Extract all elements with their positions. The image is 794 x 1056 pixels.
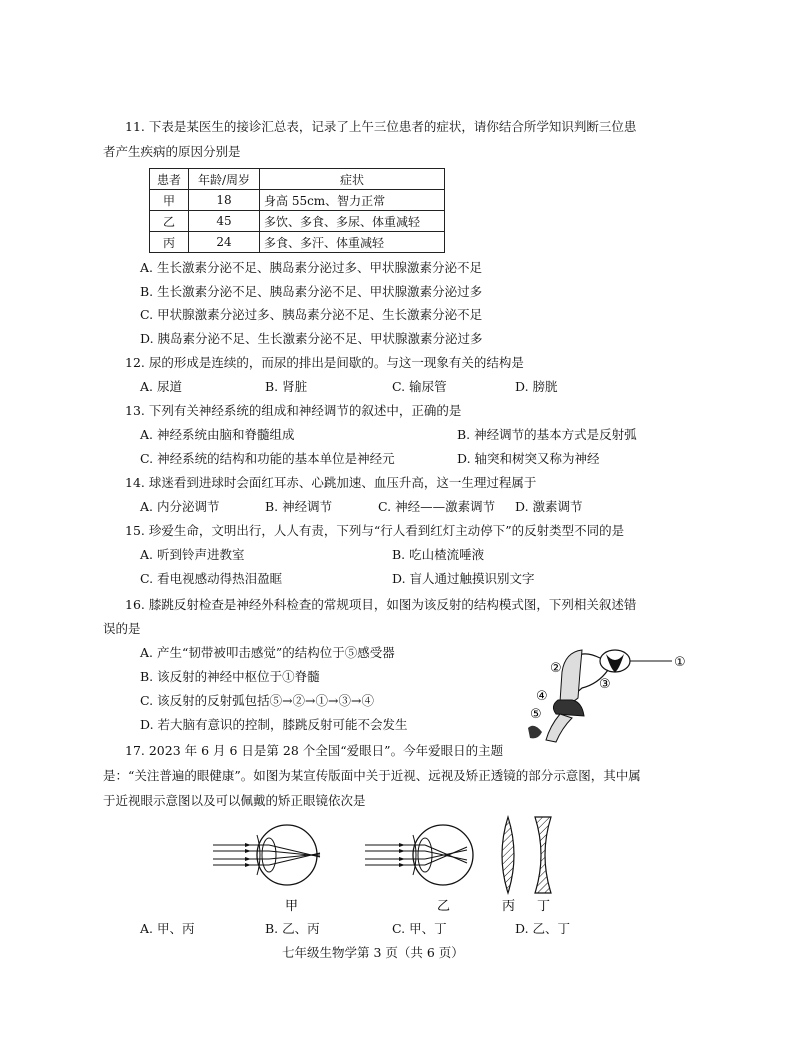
q16-option-c: C. 该反射的反射弧包括⑤→②→①→③→④ [140, 693, 374, 708]
concave-lens-shape [535, 817, 551, 893]
q12-option-c: C. 输尿管 [392, 379, 447, 394]
figure-label-2: ② [550, 661, 562, 676]
q16-option-a: A. 产生“韧带被叩击感觉”的结构位于⑤感受器 [140, 645, 395, 660]
q11-option-a: A. 生长激素分泌不足、胰岛素分泌过多、甲状腺激素分泌不足 [140, 260, 482, 275]
q16-stem-line2: 误的是 [103, 621, 141, 636]
q13-option-a: A. 神经系统由脑和脊髓组成 [140, 427, 295, 442]
table-header: 患者 [150, 169, 189, 190]
table-header: 年龄/周岁 [189, 169, 260, 190]
q15-option-a: A. 听到铃声进教室 [140, 547, 245, 562]
figure-label-jia: 甲 [285, 899, 299, 914]
q16-option-d: D. 若大脑有意识的控制，膝跳反射可能不会发生 [140, 717, 408, 732]
q17-stem-line1: 17. 2023 年 6 月 6 日是第 28 个全国“爱眼日”。今年爱眼日的主题 [125, 743, 504, 758]
q11-option-b: B. 生长激素分泌不足、胰岛素分泌不足、甲状腺激素分泌过多 [140, 284, 483, 299]
q13-stem: 13. 下列有关神经系统的组成和神经调节的叙述中，正确的是 [125, 403, 462, 418]
q17-option-b: B. 乙、丙 [265, 921, 320, 936]
q12-stem: 12. 尿的形成是连续的，而尿的排出是间歇的。与这一现象有关的结构是 [125, 355, 524, 370]
figure-label-4: ④ [536, 689, 548, 704]
table-header-row [150, 169, 445, 190]
q13-option-d: D. 轴突和树突又称为神经 [457, 451, 600, 466]
figure-label-1: ① [674, 655, 686, 670]
table-row [150, 211, 445, 232]
lower-leg-shape [546, 714, 572, 742]
eye-yi [365, 825, 473, 885]
table-cell: 18 [189, 190, 260, 211]
q15-option-c: C. 看电视感动得热泪盈眶 [140, 571, 283, 586]
reflex-hammer-shape [528, 726, 542, 739]
q14-option-a: A. 内分泌调节 [140, 499, 220, 514]
convex-lens-shape [502, 817, 514, 893]
table-header: 症状 [260, 169, 445, 190]
q17-option-a: A. 甲、丙 [140, 921, 195, 936]
table-cell: 身高 55cm、智力正常 [260, 190, 445, 211]
q11-stem-line2: 者产生疾病的原因分别是 [103, 144, 241, 159]
q12-option-d: D. 膀胱 [515, 379, 558, 394]
eye-jia [213, 825, 320, 885]
table-cell: 丙 [150, 232, 189, 253]
figure-label-yi: 乙 [437, 899, 451, 914]
knee-reflex-diagram [520, 642, 700, 752]
table-cell: 多食、多汗、体重减轻 [260, 232, 445, 253]
figure-label-5: ⑤ [530, 707, 542, 722]
q15-option-b: B. 吃山楂流唾液 [392, 547, 485, 562]
q12-option-a: A. 尿道 [140, 379, 182, 394]
table-cell: 甲 [150, 190, 189, 211]
q15-stem: 15. 珍爱生命，文明出行，人人有责，下列与“行人看到红灯主动停下”的反射类型不同的是 [125, 523, 625, 538]
q14-option-d: D. 激素调节 [515, 499, 583, 514]
q11-stem-line1: 11. 下表是某医生的接诊汇总表，记录了上午三位患者的症状，请你结合所学知识判断三位患 [125, 119, 637, 134]
q16-stem-line1: 16. 膝跳反射检查是神经外科检查的常规项目，如图为该反射的结构模式图，下列相关叙述错 [125, 597, 637, 612]
q14-stem: 14. 球迷看到进球时会面红耳赤、心跳加速、血压升高，这一生理过程属于 [125, 475, 537, 490]
thigh-shape [560, 650, 582, 703]
table-row [150, 232, 445, 253]
q11-option-c: C. 甲状腺激素分泌过多、胰岛素分泌不足、生长激素分泌不足 [140, 307, 483, 322]
figure-label-ding: 丁 [537, 899, 551, 914]
figure-label-bing: 丙 [502, 899, 516, 914]
q11-option-d: D. 胰岛素分泌不足、生长激素分泌不足、甲状腺激素分泌过多 [140, 331, 483, 346]
q16-option-b: B. 该反射的神经中枢位于①脊髓 [140, 669, 320, 684]
q17-option-d: D. 乙、丁 [515, 921, 571, 936]
table-cell: 24 [189, 232, 260, 253]
q13-option-c: C. 神经系统的结构和功能的基本单位是神经元 [140, 451, 395, 466]
page-footer: 七年级生物学第 3 页（共 6 页） [282, 945, 464, 960]
symptom-table [149, 168, 445, 253]
table-row [150, 190, 445, 211]
q17-stem-line3: 于近视眼示意图以及可以佩戴的矫正眼镜依次是 [103, 793, 366, 808]
q14-option-b: B. 神经调节 [265, 499, 333, 514]
table-cell: 45 [189, 211, 260, 232]
q13-option-b: B. 神经调节的基本方式是反射弧 [457, 427, 637, 442]
q17-stem-line2: 是：“关注普遍的眼健康”。如图为某宣传版面中关于近视、远视及矫正透镜的部分示意图，其中属 [103, 768, 641, 783]
knee-shape [553, 700, 584, 716]
table-cell: 多饮、多食、多尿、体重减轻 [260, 211, 445, 232]
figure-label-3: ③ [599, 677, 611, 692]
q15-option-d: D. 盲人通过触摸识别文字 [392, 571, 535, 586]
q12-option-b: B. 肾脏 [265, 379, 308, 394]
q14-option-c: C. 神经——激素调节 [378, 499, 496, 514]
table-cell: 乙 [150, 211, 189, 232]
q17-option-c: C. 甲、丁 [392, 921, 447, 936]
eye-lens-diagram [205, 815, 570, 915]
